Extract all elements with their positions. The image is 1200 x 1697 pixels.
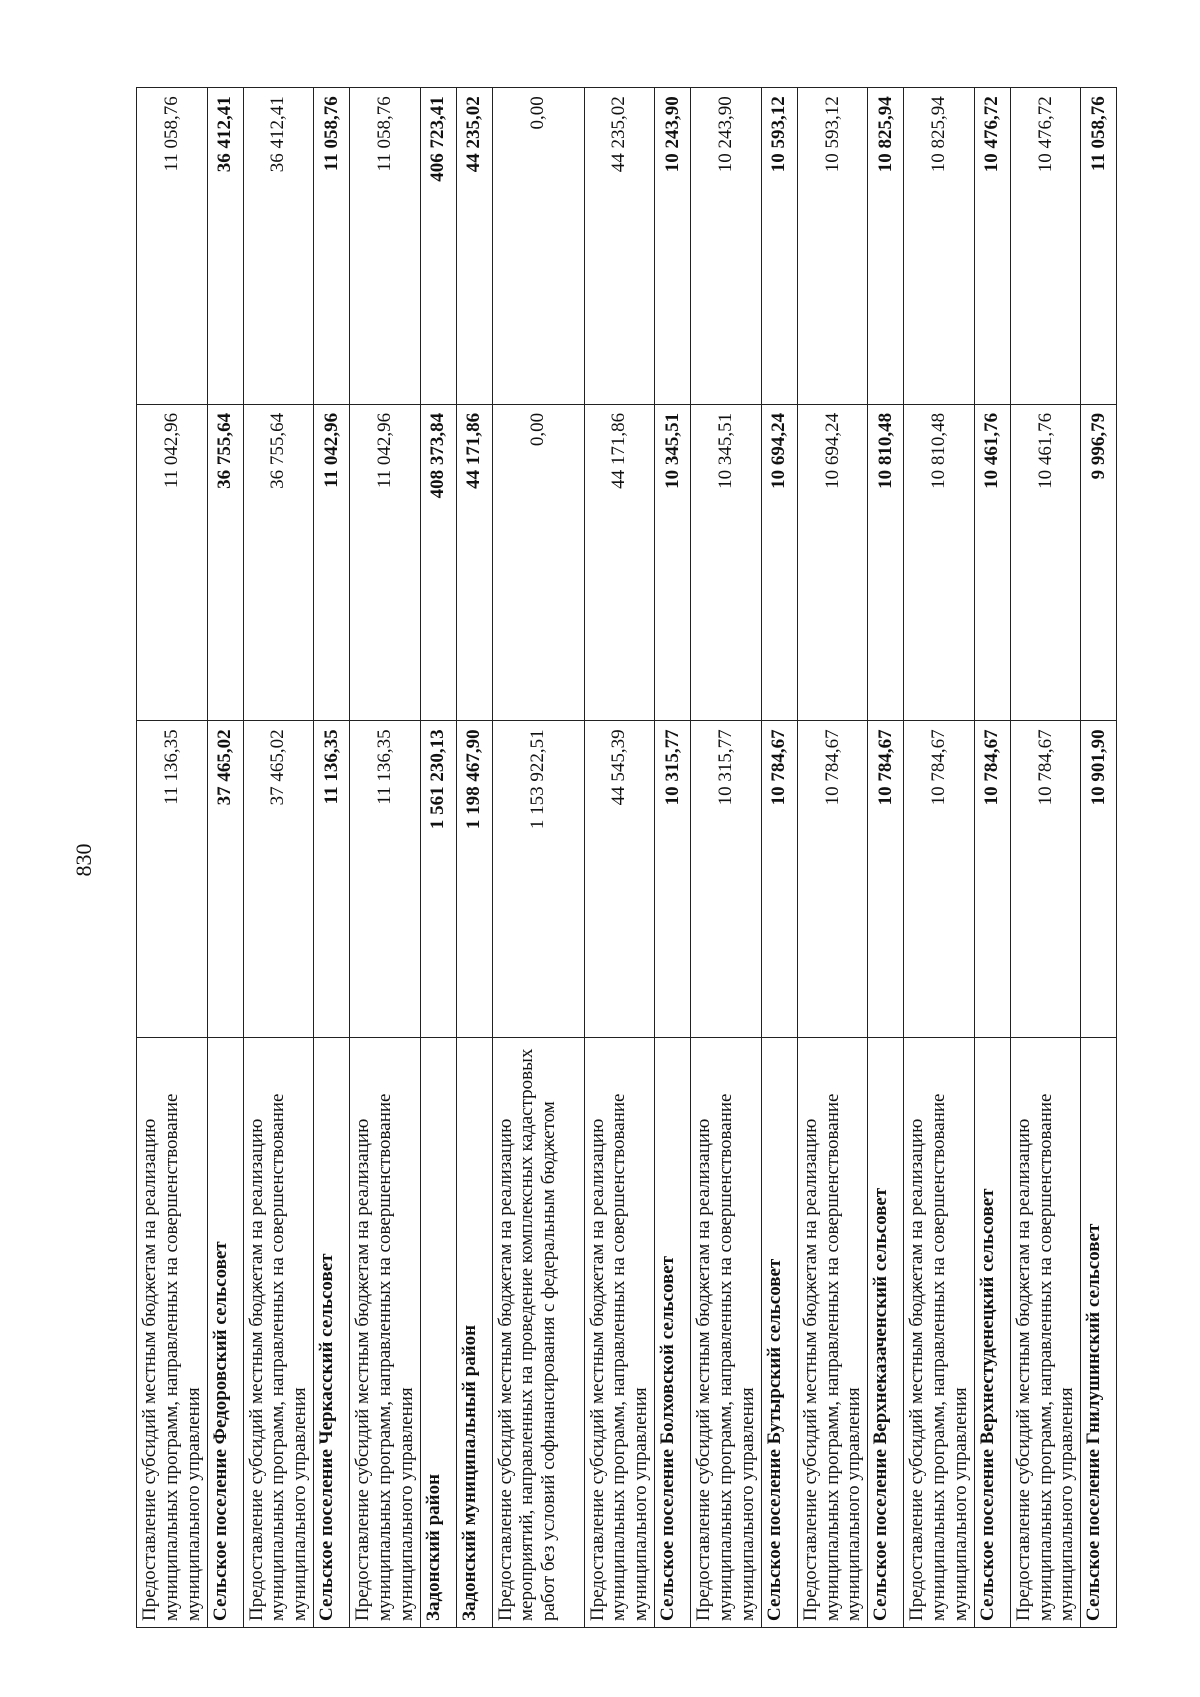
row-value-3: 10 476,72 xyxy=(974,88,1010,405)
row-value-1: 10 315,77 xyxy=(691,721,762,1038)
row-name: Предоставление субсидий местным бюджетам на реализацию мероприятий, направленных на проведение комплексных кадастровых работ без условий софинансирования с федеральным бюджетом xyxy=(492,1038,584,1628)
row-value-3: 406 723,41 xyxy=(420,88,456,405)
row-name: Сельское поселение Верхнеказаченский сельсовет xyxy=(868,1038,904,1628)
row-value-3: 10 825,94 xyxy=(904,88,975,405)
row-value-1: 37 465,02 xyxy=(243,721,314,1038)
row-value-3: 11 058,76 xyxy=(350,88,421,405)
row-value-1: 37 465,02 xyxy=(207,721,243,1038)
table-row xyxy=(584,88,655,1628)
row-value-3: 10 825,94 xyxy=(868,88,904,405)
row-value-1: 10 784,67 xyxy=(761,721,797,1038)
row-name: Сельское поселение Гнилушинский сельсовет xyxy=(1081,1038,1117,1628)
table-row xyxy=(243,88,314,1628)
row-value-2: 10 810,48 xyxy=(904,404,975,721)
row-name: Предоставление субсидий местным бюджетам на реализацию муниципальных программ, направленных на совершенствование муниципального управления xyxy=(243,1038,314,1628)
row-value-2: 0,00 xyxy=(492,404,584,721)
table-row xyxy=(761,88,797,1628)
row-value-2: 11 042,96 xyxy=(137,404,208,721)
row-name: Задонский муниципальный район xyxy=(456,1038,492,1628)
row-value-3: 10 593,12 xyxy=(797,88,868,405)
table-row xyxy=(420,88,456,1628)
row-value-2: 10 810,48 xyxy=(868,404,904,721)
table-row xyxy=(904,88,975,1628)
row-value-1: 11 136,35 xyxy=(314,721,350,1038)
row-value-3: 0,00 xyxy=(492,88,584,405)
row-name: Предоставление субсидий местным бюджетам на реализацию муниципальных программ, направленных на совершенствование муниципального управления xyxy=(350,1038,421,1628)
row-value-2: 36 755,64 xyxy=(243,404,314,721)
row-value-1: 10 784,67 xyxy=(797,721,868,1038)
table-row xyxy=(974,88,1010,1628)
table-row xyxy=(456,88,492,1628)
row-value-1: 10 784,67 xyxy=(904,721,975,1038)
row-value-2: 11 042,96 xyxy=(350,404,421,721)
row-value-1: 11 136,35 xyxy=(350,721,421,1038)
row-name: Сельское поселение Болховской сельсовет xyxy=(655,1038,691,1628)
row-name: Предоставление субсидий местным бюджетам на реализацию муниципальных программ, направленных на совершенствование муниципального управления xyxy=(904,1038,975,1628)
budget-table-container xyxy=(136,88,1109,1628)
row-value-3: 36 412,41 xyxy=(207,88,243,405)
table-row xyxy=(797,88,868,1628)
page-number: 830 xyxy=(71,843,96,877)
row-name: Сельское поселение Федоровский сельсовет xyxy=(207,1038,243,1628)
row-value-2: 36 755,64 xyxy=(207,404,243,721)
row-name: Предоставление субсидий местным бюджетам на реализацию муниципальных программ, направленных на совершенствование муниципального управления xyxy=(691,1038,762,1628)
table-row xyxy=(868,88,904,1628)
row-value-2: 408 373,84 xyxy=(420,404,456,721)
table-row xyxy=(1081,88,1117,1628)
row-name: Задонский район xyxy=(420,1038,456,1628)
budget-table xyxy=(136,87,1117,1628)
row-value-3: 10 243,90 xyxy=(691,88,762,405)
row-value-1: 1 561 230,13 xyxy=(420,721,456,1038)
row-value-2: 10 694,24 xyxy=(761,404,797,721)
row-value-1: 10 784,67 xyxy=(1010,721,1081,1038)
row-value-2: 9 996,79 xyxy=(1081,404,1117,721)
row-value-1: 10 784,67 xyxy=(868,721,904,1038)
row-value-2: 44 171,86 xyxy=(456,404,492,721)
row-value-2: 11 042,96 xyxy=(314,404,350,721)
row-name: Предоставление субсидий местным бюджетам на реализацию муниципальных программ, направленных на совершенствование муниципального управления xyxy=(797,1038,868,1628)
row-name: Сельское поселение Бутырский сельсовет xyxy=(761,1038,797,1628)
row-value-3: 10 243,90 xyxy=(655,88,691,405)
table-row xyxy=(492,88,584,1628)
row-value-2: 10 345,51 xyxy=(655,404,691,721)
row-name: Предоставление субсидий местным бюджетам на реализацию муниципальных программ, направленных на совершенствование муниципального управления xyxy=(137,1038,208,1628)
row-value-2: 10 461,76 xyxy=(974,404,1010,721)
row-value-3: 10 476,72 xyxy=(1010,88,1081,405)
row-value-3: 11 058,76 xyxy=(314,88,350,405)
table-row xyxy=(655,88,691,1628)
row-name: Сельское поселение Верхнестуденецкий сельсовет xyxy=(974,1038,1010,1628)
table-row xyxy=(137,88,208,1628)
row-value-2: 10 461,76 xyxy=(1010,404,1081,721)
row-name: Предоставление субсидий местным бюджетам на реализацию муниципальных программ, направленных на совершенствование муниципального управления xyxy=(1010,1038,1081,1628)
row-value-3: 11 058,76 xyxy=(137,88,208,405)
row-name: Сельское поселение Черкасский сельсовет xyxy=(314,1038,350,1628)
row-value-1: 44 545,39 xyxy=(584,721,655,1038)
row-value-1: 1 198 467,90 xyxy=(456,721,492,1038)
row-value-1: 10 901,90 xyxy=(1081,721,1117,1038)
table-row xyxy=(1010,88,1081,1628)
row-value-2: 44 171,86 xyxy=(584,404,655,721)
table-row xyxy=(350,88,421,1628)
row-value-3: 36 412,41 xyxy=(243,88,314,405)
table-row xyxy=(314,88,350,1628)
table-row xyxy=(691,88,762,1628)
row-value-3: 44 235,02 xyxy=(584,88,655,405)
table-row xyxy=(207,88,243,1628)
row-value-1: 10 315,77 xyxy=(655,721,691,1038)
row-value-3: 10 593,12 xyxy=(761,88,797,405)
row-value-3: 44 235,02 xyxy=(456,88,492,405)
row-value-2: 10 694,24 xyxy=(797,404,868,721)
row-value-1: 11 136,35 xyxy=(137,721,208,1038)
row-value-3: 11 058,76 xyxy=(1081,88,1117,405)
row-value-1: 10 784,67 xyxy=(974,721,1010,1038)
row-value-2: 10 345,51 xyxy=(691,404,762,721)
row-value-1: 1 153 922,51 xyxy=(492,721,584,1038)
row-name: Предоставление субсидий местным бюджетам на реализацию муниципальных программ, направленных на совершенствование муниципального управления xyxy=(584,1038,655,1628)
